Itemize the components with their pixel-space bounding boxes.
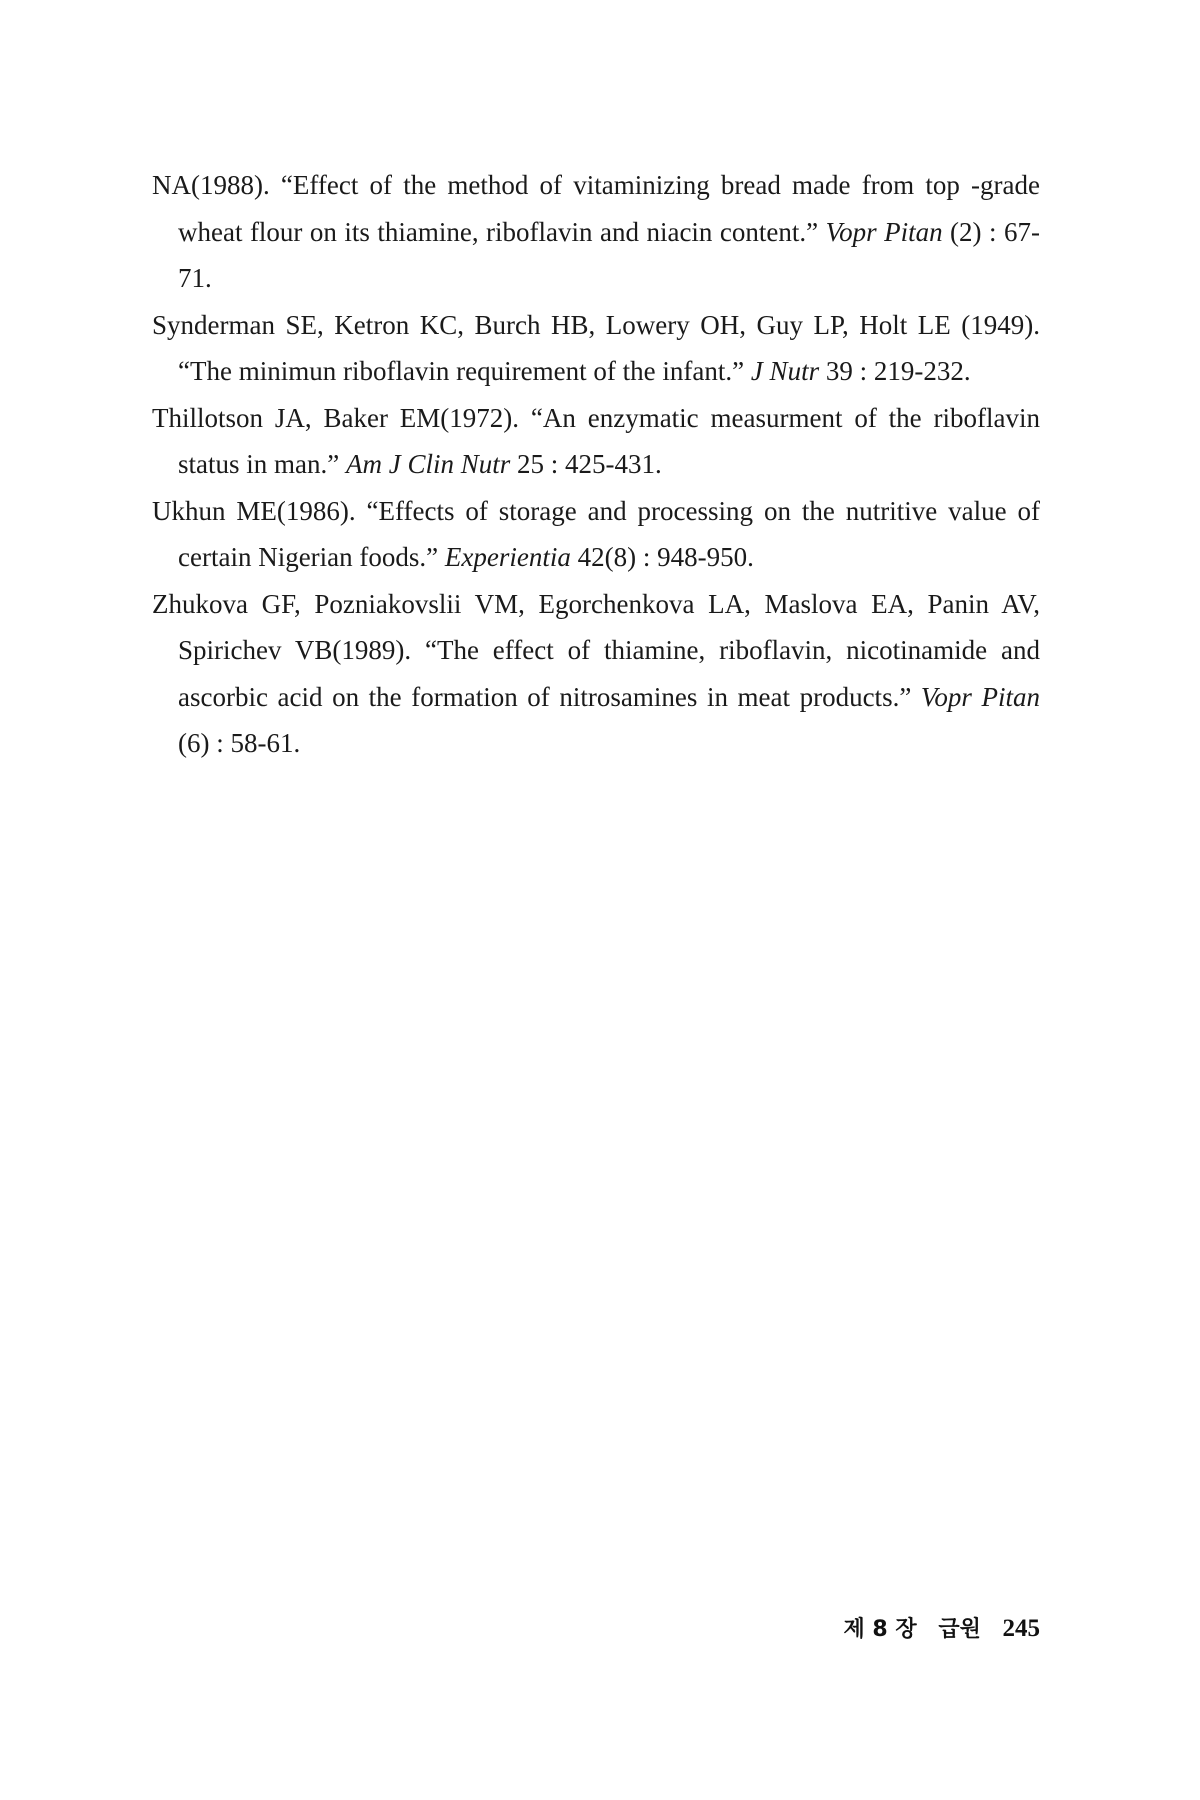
reference-text: Ukhun ME(1986). “Effects of storage and processing on the nutritive value of certain Nigerian foods.” [152, 495, 1040, 572]
reference-entry [152, 488, 1040, 581]
page-footer [820, 1612, 1040, 1643]
reference-entry [152, 302, 1040, 395]
journal-name: Vopr Pitan [825, 216, 943, 247]
reference-text: Zhukova GF, Pozniakovslii VM, Egorchenkova LA, Maslova EA, Panin AV, Spirichev VB(1989). “The effect of thiamine, riboflavin, nicotinamide and ascorbic acid on the formation of nitrosamines in meat products.” [152, 588, 1040, 712]
chapter-number: 제 8 장 [843, 1617, 917, 1642]
reference-entry [152, 162, 1040, 302]
reference-volume-pages: 39 : 219-232. [819, 356, 971, 386]
reference-volume-pages: (2) : 67-71. [178, 216, 1040, 293]
journal-name: Vopr Pitan [920, 681, 1040, 712]
reference-entry [152, 581, 1040, 767]
reference-volume-pages: (6) : 58-61. [178, 728, 301, 758]
reference-volume-pages: 42(8) : 948-950. [570, 542, 754, 572]
journal-name: J Nutr [750, 356, 820, 386]
reference-text: Thillotson JA, Baker EM(1972). “An enzymatic measurment of the riboflavin status in man.” [152, 402, 1040, 479]
page-number: 245 [1002, 1615, 1040, 1642]
journal-name: Experientia [444, 542, 571, 572]
chapter-title: 급원 [938, 1617, 981, 1642]
journal-name: Am J Clin Nutr [345, 449, 511, 479]
reference-entry [152, 395, 1040, 488]
reference-text: NA(1988). “Effect of the method of vitaminizing bread made from top -grade wheat flour on its thiamine, riboflavin and niacin content.” [152, 170, 1040, 247]
reference-volume-pages: 25 : 425-431. [510, 449, 662, 479]
reference-list [152, 162, 1040, 767]
reference-text: Synderman SE, Ketron KC, Burch HB, Lowery OH, Guy LP, Holt LE (1949). “The minimun riboflavin requirement of the infant.” [152, 309, 1040, 386]
